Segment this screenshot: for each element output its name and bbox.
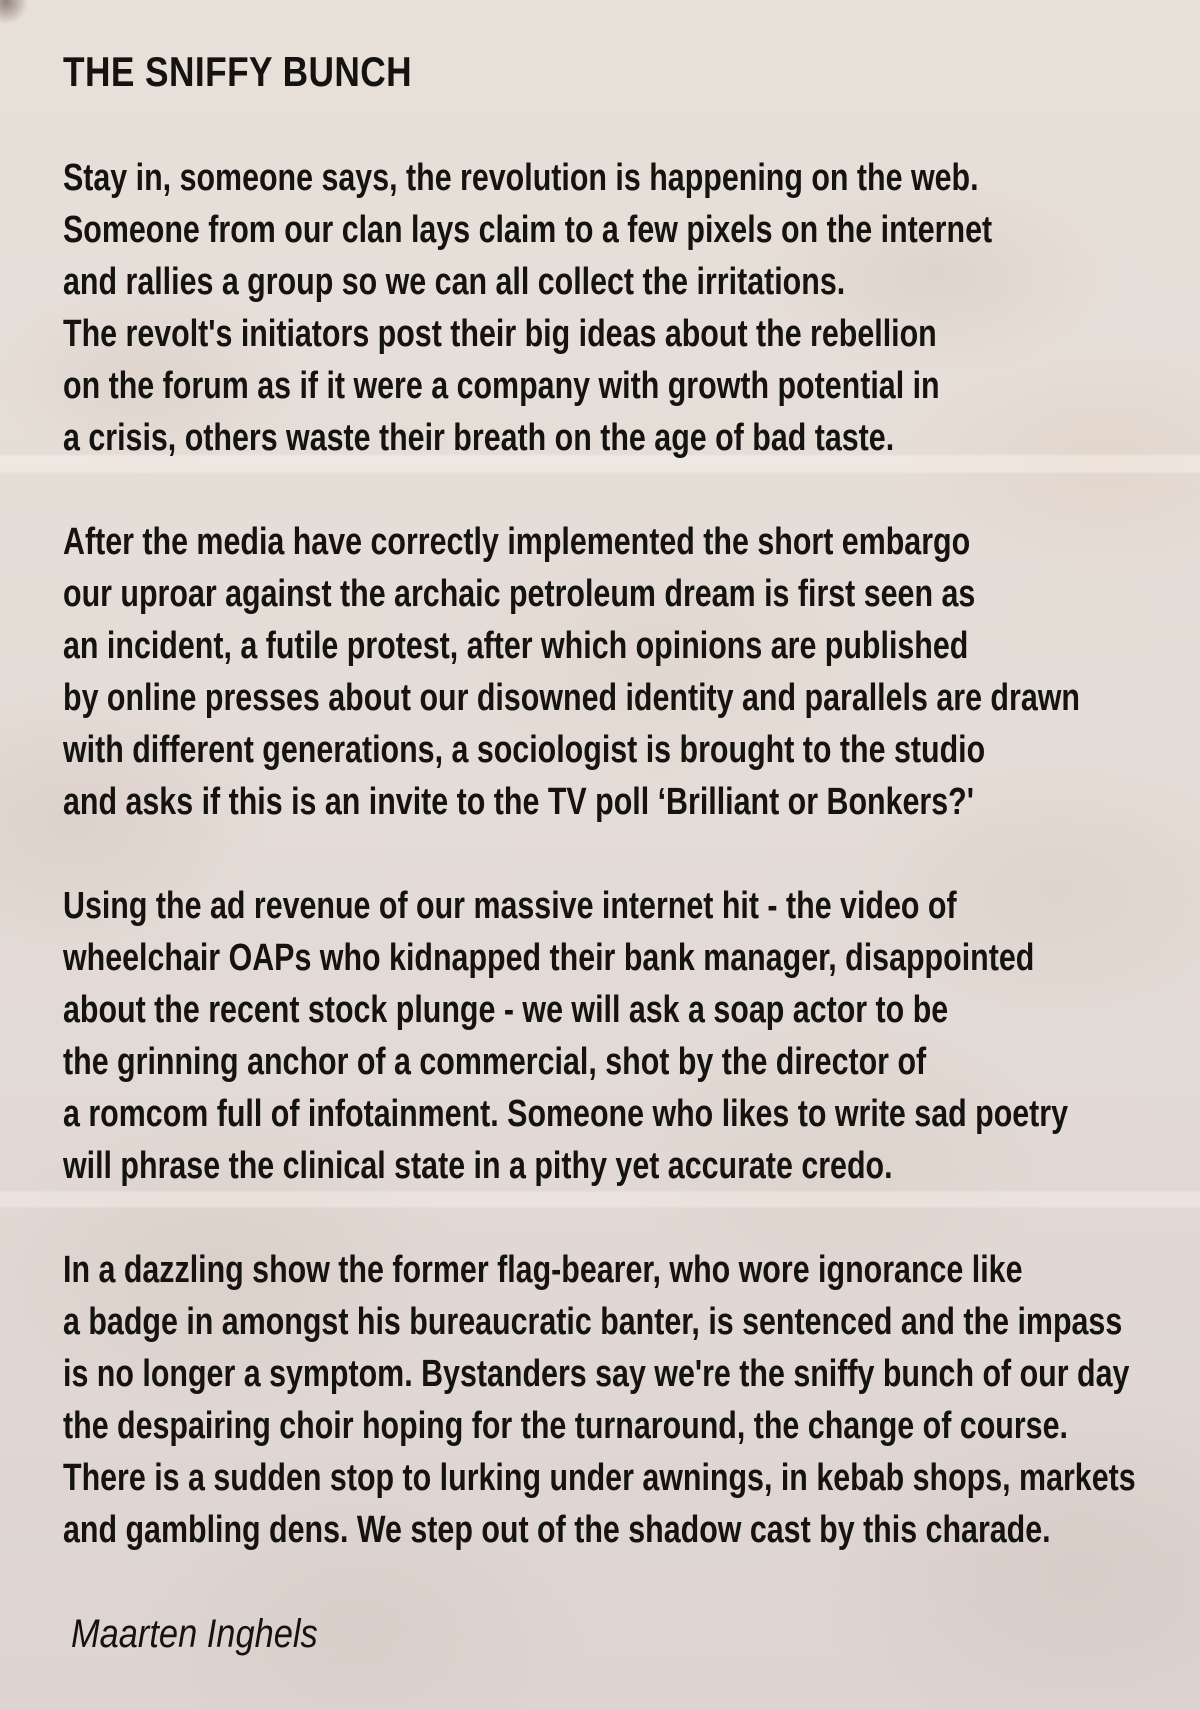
poem-line: After the media have correctly implemented the short embargo — [63, 521, 971, 563]
poem-line: the grinning anchor of a commercial, shot by the director of — [63, 1041, 927, 1083]
poem-author: Maarten Inghels — [71, 1612, 318, 1656]
poem-line: about the recent stock plunge - we will ask a soap actor to be — [63, 989, 949, 1031]
poem-line: will phrase the clinical state in a pithy yet accurate credo. — [63, 1145, 893, 1187]
poem-line: There is a sudden stop to lurking under awnings, in kebab shops, markets — [63, 1457, 1136, 1499]
poem-line: and rallies a group so we can all collect the irritations. — [63, 261, 846, 303]
stanza-2 — [63, 516, 1200, 828]
poem-line: an incident, a futile protest, after which opinions are published — [63, 625, 969, 667]
poem-line: with different generations, a sociologist is brought to the studio — [63, 729, 986, 771]
poem-line: the despairing choir hoping for the turnaround, the change of course. — [63, 1405, 1068, 1447]
poem-line: a romcom full of infotainment. Someone who likes to write sad poetry — [63, 1093, 1069, 1135]
poem-line: a crisis, others waste their breath on the age of bad taste. — [63, 417, 895, 459]
poem-line: our uproar against the archaic petroleum dream is first seen as — [63, 573, 976, 615]
poem-line: Stay in, someone says, the revolution is happening on the web. — [63, 157, 979, 199]
stanza-4 — [63, 1244, 1200, 1556]
poem-line: by online presses about our disowned identity and parallels are drawn — [63, 677, 1080, 719]
stanza-1 — [63, 152, 1200, 464]
poem-line: and gambling dens. We step out of the shadow cast by this charade. — [63, 1509, 1051, 1551]
poem-line: Using the ad revenue of our massive internet hit - the video of — [63, 885, 957, 927]
poem-line: is no longer a symptom. Bystanders say we're the sniffy bunch of our day — [63, 1353, 1130, 1395]
poem-line: In a dazzling show the former flag-bearer, who wore ignorance like — [63, 1249, 1023, 1291]
poem-line: a badge in amongst his bureaucratic banter, is sentenced and the impass — [63, 1301, 1123, 1343]
poem-line: Someone from our clan lays claim to a few pixels on the internet — [63, 209, 993, 251]
poem-line: The revolt's initiators post their big ideas about the rebellion — [63, 313, 937, 355]
poem-title: THE SNIFFY BUNCH — [63, 48, 413, 95]
poem-line: on the forum as if it were a company with growth potential in — [63, 365, 940, 407]
stanza-3 — [63, 880, 1200, 1192]
poem-line: wheelchair OAPs who kidnapped their bank manager, disappointed — [63, 937, 1035, 979]
poem-line: and asks if this is an invite to the TV poll ‘Brilliant or Bonkers?' — [63, 781, 974, 823]
